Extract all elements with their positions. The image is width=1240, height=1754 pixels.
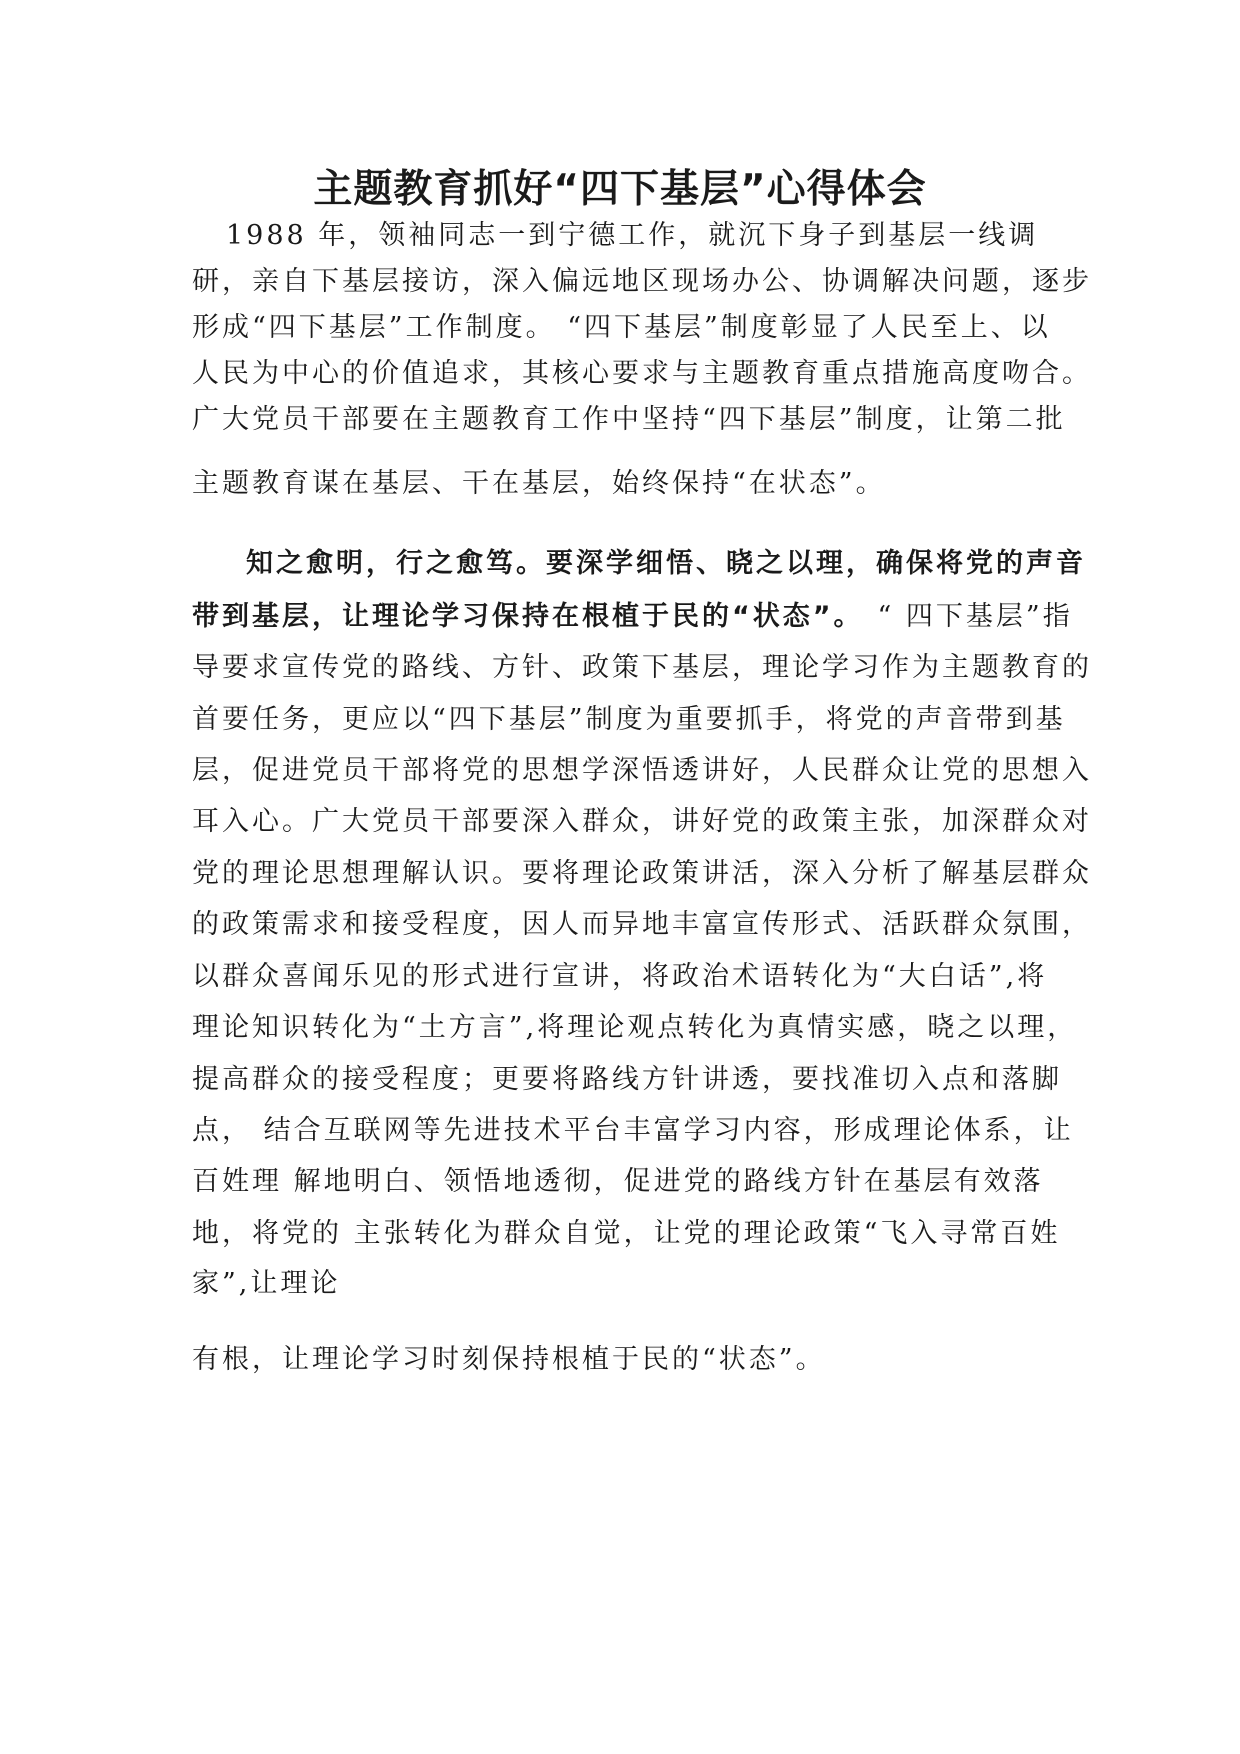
paragraph2-line: 党的理论思想理解认识。要将理论政策讲活，深入分析了解基层群众 xyxy=(192,858,1092,889)
paragraph2-line: 耳入心。广大党员干部要深入群众，讲好党的政策主张，加深群众对 xyxy=(192,806,1092,837)
paragraph2-bold-text: 带到基层，让理论学习保持在根植于民的“状态”。 xyxy=(192,601,864,632)
paragraph2-line: 导要求宣传党的路线、方针、政策下基层，理论学习作为主题教育的 xyxy=(192,652,1092,683)
paragraph2-line-rest: “ 四下基层”指 xyxy=(877,601,1073,632)
paragraph2-line: 以群众喜闻乐见的形式进行宣讲，将政治术语转化为“大白话”,将 xyxy=(192,961,1048,992)
paragraph1-line: 研，亲自下基层接访，深入偏远地区现场办公、协调解决问题，逐步 xyxy=(192,266,1092,297)
paragraph1-line: 广大党员干部要在主题教育工作中坚持“四下基层”制度，让第二批 xyxy=(192,404,1066,435)
paragraph2-line: 的政策需求和接受程度，因人而异地丰富宣传形式、活跃群众氛围， xyxy=(192,909,1092,940)
paragraph1-line: 形成“四下基层”工作制度。 “四下基层”制度彰显了人民至上、以 xyxy=(192,312,1051,343)
paragraph2-bold-line: 知之愈明，行之愈笃。要深学细悟、晓之以理，确保将党的声音 xyxy=(246,548,1086,579)
paragraph1-line: 主题教育谋在基层、干在基层，始终保持“在状态”。 xyxy=(192,468,886,499)
paragraph2-line: 家”,让理论 xyxy=(192,1268,341,1299)
paragraph2-line: 有根，让理论学习时刻保持根植于民的“状态”。 xyxy=(192,1344,826,1375)
paragraph2-line: 理论知识转化为“土方言”,将理论观点转化为真情实感，晓之以理， xyxy=(192,1012,1078,1043)
paragraph2-line xyxy=(192,597,1073,637)
document-title: 主题教育抓好“四下基层”心得体会 xyxy=(313,167,927,212)
paragraph2-line: 提高群众的接受程度；更要将路线方针讲透，要找准切入点和落脚 xyxy=(192,1064,1062,1095)
paragraph2-line: 首要任务，更应以“四下基层”制度为重要抓手，将党的声音带到基 xyxy=(192,704,1066,735)
paragraph1-line: 1988 年，领袖同志一到宁德工作，就沉下身子到基层一线调 xyxy=(226,220,1039,251)
paragraph2-line: 地，将党的 主张转化为群众自觉，让党的理论政策“飞入寻常百姓 xyxy=(192,1218,1061,1249)
paragraph2-line: 层，促进党员干部将党的思想学深悟透讲好，人民群众让党的思想入 xyxy=(192,755,1092,786)
paragraph1-line: 人民为中心的价值追求，其核心要求与主题教育重点措施高度吻合。 xyxy=(192,358,1092,389)
paragraph2-line: 百姓理 解地明白、领悟地透彻，促进党的路线方针在基层有效落 xyxy=(192,1166,1044,1197)
paragraph2-line: 点， 结合互联网等先进技术平台丰富学习内容，形成理论体系，让 xyxy=(192,1115,1074,1146)
